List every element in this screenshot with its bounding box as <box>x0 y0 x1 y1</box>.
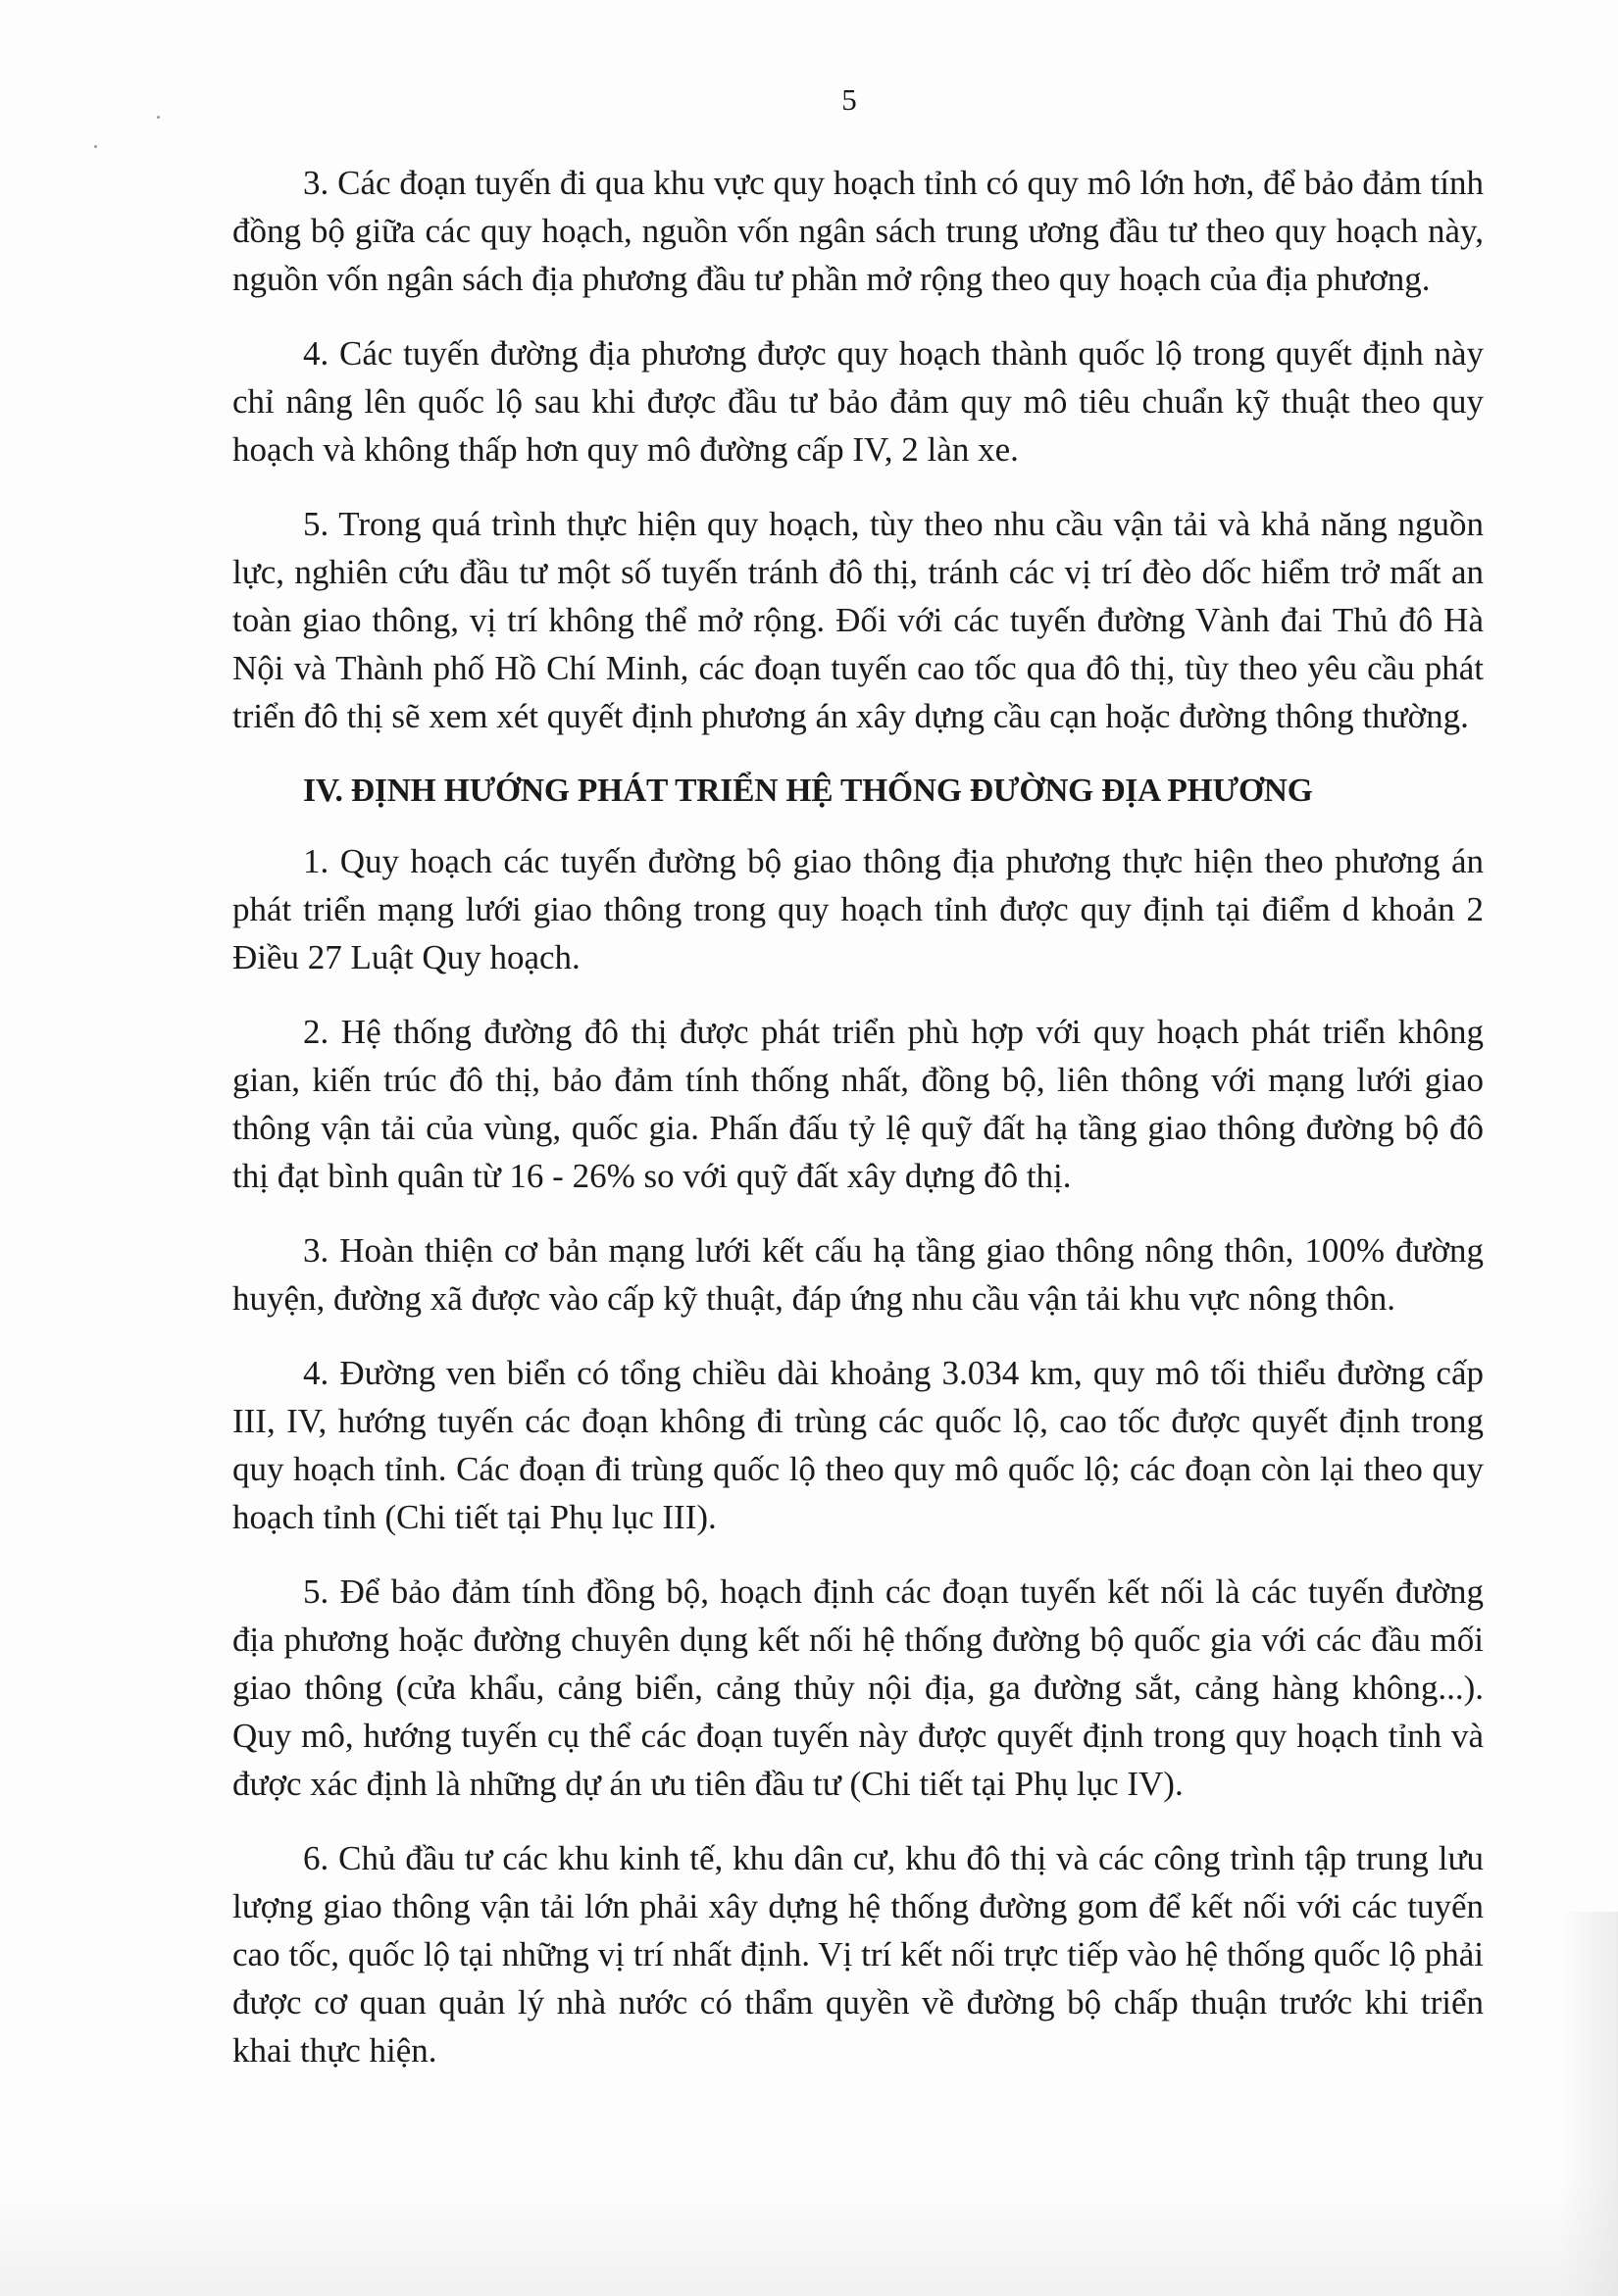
paragraph-3: 3. Các đoạn tuyến đi qua khu vực quy hoạch tỉnh có quy mô lớn hơn, để bảo đảm tính đồng bộ giữa các quy hoạch, nguồn vốn ngân sách trung ương đầu tư theo quy hoạch này, nguồn vốn ngân sách địa phương đầu tư phần mở rộng theo quy hoạch của địa phương. <box>232 164 1484 298</box>
scan-edge-shadow-right <box>1559 1912 1618 2296</box>
scan-speck <box>94 145 97 148</box>
paragraph-5: 5. Trong quá trình thực hiện quy hoạch, tùy theo nhu cầu vận tải và khả năng nguồn lực, nghiên cứu đầu tư một số tuyến tránh đô thị, tránh các vị trí đèo dốc hiểm trở mất an toàn giao thông, vị trí không thể mở rộng. Đối với các tuyến đường Vành đai Thủ đô Hà Nội và Thành phố Hồ Chí Minh, các đoạn tuyến cao tốc qua đô thị, tùy theo yêu cầu phát triển đô thị sẽ xem xét quyết định phương án xây dựng cầu cạn hoặc đường thông thường. <box>232 505 1484 735</box>
document-body <box>232 159 1484 2101</box>
scan-edge-shadow <box>0 2178 1618 2296</box>
section-paragraph-5: 5. Để bảo đảm tính đồng bộ, hoạch định các đoạn tuyến kết nối là các tuyến đường địa phương hoặc đường chuyên dụng kết nối hệ thống đường bộ quốc gia với các đầu mối giao thông (cửa khẩu, cảng biển, cảng thủy nội địa, ga đường sắt, cảng hàng không...). Quy mô, hướng tuyến cụ thể các đoạn tuyến này được quyết định trong quy hoạch tỉnh và được xác định là những dự án ưu tiên đầu tư (Chi tiết tại Phụ lục IV). <box>232 1572 1484 1803</box>
section-paragraph-2: 2. Hệ thống đường đô thị được phát triển phù hợp với quy hoạch phát triển không gian, kiến trúc đô thị, bảo đảm tính thống nhất, đồng bộ, liên thông với mạng lưới giao thông vận tải của vùng, quốc gia. Phấn đấu tỷ lệ quỹ đất hạ tầng giao thông đường bộ đô thị đạt bình quân từ 16 - 26% so với quỹ đất xây dựng đô thị. <box>232 1013 1484 1195</box>
section-paragraph-1: 1. Quy hoạch các tuyến đường bộ giao thông địa phương thực hiện theo phương án phát triển mạng lưới giao thông trong quy hoạch tỉnh được quy định tại điểm d khoản 2 Điều 27 Luật Quy hoạch. <box>232 842 1484 976</box>
page-number: 5 <box>841 82 857 117</box>
section-paragraph-4: 4. Đường ven biển có tổng chiều dài khoảng 3.034 km, quy mô tối thiểu đường cấp III, IV, hướng tuyến các đoạn không đi trùng các quốc lộ, cao tốc được quyết định trong quy hoạch tỉnh. Các đoạn đi trùng quốc lộ theo quy mô quốc lộ; các đoạn còn lại theo quy hoạch tỉnh (Chi tiết tại Phụ lục III). <box>232 1354 1484 1536</box>
paragraph-4: 4. Các tuyến đường địa phương được quy hoạch thành quốc lộ trong quyết định này chỉ nâng lên quốc lộ sau khi được đầu tư bảo đảm quy mô tiêu chuẩn kỹ thuật theo quy hoạch và không thấp hơn quy mô đường cấp IV, 2 làn xe. <box>232 334 1484 469</box>
section-paragraph-3: 3. Hoàn thiện cơ bản mạng lưới kết cấu hạ tầng giao thông nông thôn, 100% đường huyện, đường xã được vào cấp kỹ thuật, đáp ứng nhu cầu vận tải khu vực nông thôn. <box>232 1231 1484 1318</box>
section-heading: IV. ĐỊNH HƯỚNG PHÁT TRIỂN HỆ THỐNG ĐƯỜNG ĐỊA PHƯƠNG <box>303 773 1313 809</box>
section-paragraph-6: 6. Chủ đầu tư các khu kinh tế, khu dân cư, khu đô thị và các công trình tập trung lưu lượng giao thông vận tải lớn phải xây dựng hệ thống đường gom để kết nối với các tuyến cao tốc, quốc lộ tại những vị trí nhất định. Vị trí kết nối trực tiếp vào hệ thống quốc lộ phải được cơ quan quản lý nhà nước có thẩm quyền về đường bộ chấp thuận trước khi triển khai thực hiện. <box>232 1839 1484 2070</box>
